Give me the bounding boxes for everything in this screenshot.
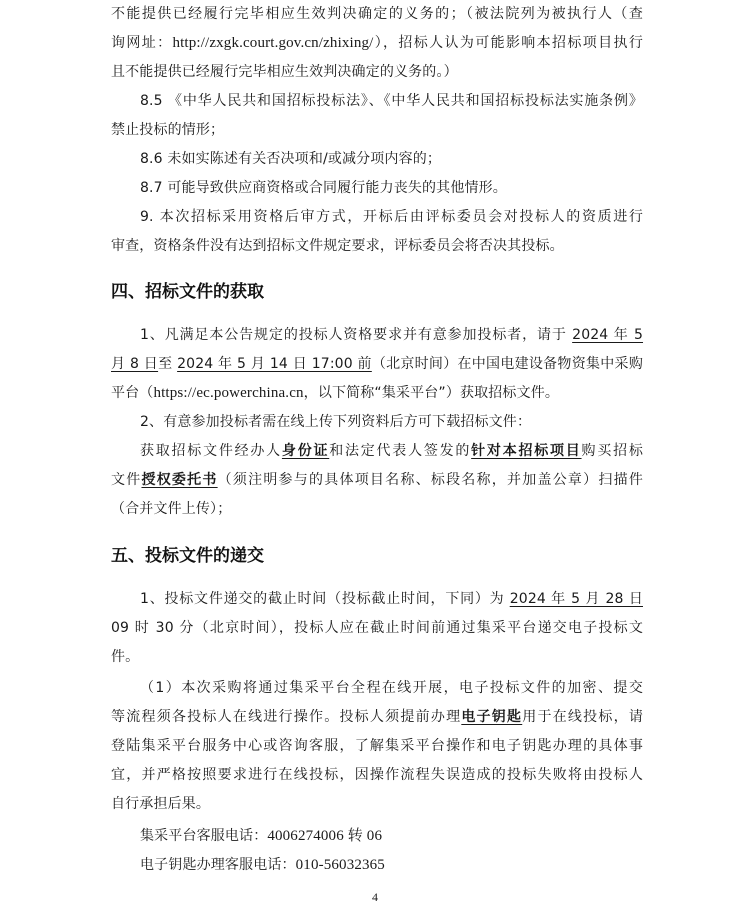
text: 禁止投标的情形； xyxy=(111,122,225,138)
text: （北京时间）在中国电建设备物资集中采购 xyxy=(371,356,643,372)
item-8-6 xyxy=(140,149,643,169)
text: 等流程须各投标人在线进行操作。投标人须提前办理 xyxy=(111,709,462,725)
text: （1）本次采购将通过集采平台全程在线开展，电子投标文件的加密、提交 xyxy=(140,680,643,696)
text: 至 xyxy=(158,356,178,372)
paragraph-line xyxy=(111,470,643,490)
text: 和法定代表人签发的 xyxy=(329,443,472,459)
paragraph-line xyxy=(140,678,643,698)
paragraph-line xyxy=(111,794,643,814)
paragraph-line xyxy=(111,499,643,519)
item-8-7 xyxy=(140,178,643,198)
paragraph-line xyxy=(111,33,643,53)
text: 购买招标 xyxy=(581,443,644,459)
text: 且不能提供已经履行完毕相应生效判决确定的义务的。） xyxy=(111,64,458,80)
item-8-5 xyxy=(140,91,643,111)
text: 审查，资格条件没有达到招标文件规定要求，评标委员会将否决其投标。 xyxy=(111,238,564,254)
text: 件。 xyxy=(111,649,140,665)
text: （须注明参与的具体项目名称、标段名称，并加盖公章）扫描件 xyxy=(217,472,643,488)
emphasis-e-key: 电子钥匙 xyxy=(461,709,523,725)
start-date: 2024 年 5 xyxy=(572,327,644,343)
text: 8.7 可能导致供应商资格或合同履行能力丧失的其他情形。 xyxy=(140,180,507,196)
start-date: 月 8 日 xyxy=(111,356,159,372)
text: 09 时 30 分（北京时间），投标人应在截止时间前通过集采平台递交电子投标文 xyxy=(111,620,643,636)
text: 平台（ xyxy=(111,385,154,401)
paragraph-line xyxy=(140,325,643,345)
paragraph-line xyxy=(111,354,643,374)
paragraph-line xyxy=(111,236,643,256)
paragraph-line xyxy=(111,707,643,727)
paragraph-line xyxy=(111,765,643,785)
paragraph-line xyxy=(140,589,643,609)
emphasis-id-card: 身份证 xyxy=(281,443,330,459)
text: 1、投标文件递交的截止时间（投标截止时间，下同）为 xyxy=(140,591,510,607)
text: 获取招标文件经办人 xyxy=(140,443,282,459)
paragraph-line xyxy=(111,736,643,756)
platform-url-link[interactable]: https://ec.powerchina.cn xyxy=(153,385,304,401)
text: 宜，并严格按照要求进行在线投标，因操作流程失误造成的投标失败将由投标人 xyxy=(111,767,643,783)
paragraph-line xyxy=(140,441,643,461)
page-number: 4 xyxy=(372,890,378,904)
court-url-link[interactable]: http://zxgk.court.gov.cn/zhixing/ xyxy=(172,35,374,51)
hotline-e-key xyxy=(140,855,643,875)
paragraph-line xyxy=(111,383,643,403)
emphasis-authorization: 授权委托书 xyxy=(141,472,218,488)
paragraph-line xyxy=(111,62,643,82)
text: 自行承担后果。 xyxy=(111,796,211,812)
label: 集采平台客服电话： xyxy=(140,828,268,844)
paragraph-line xyxy=(111,647,643,667)
phone-number: 4006274006 转 06 xyxy=(267,828,383,844)
emphasis-project: 针对本招标项目 xyxy=(471,443,582,459)
deadline-date: 2024 年 5 月 28 日 xyxy=(509,591,643,607)
text: 文件 xyxy=(111,472,142,488)
label: 电子钥匙办理客服电话： xyxy=(140,857,296,873)
section-heading-5: 五、投标文件的递交 xyxy=(111,546,264,566)
hotline-platform xyxy=(140,826,643,846)
text: 登陆集采平台服务中心或咨询客服，了解集采平台操作和电子钥匙办理的具体事 xyxy=(111,738,643,754)
section-heading-4: 四、招标文件的获取 xyxy=(111,282,264,302)
paragraph-line xyxy=(111,618,643,638)
text: 用于在线投标，请 xyxy=(522,709,643,725)
text: 8.5 《中华人民共和国招标投标法》、《中华人民共和国招标投标法实施条例》 xyxy=(140,93,643,109)
text: ，以下简称“集采平台”）获取招标文件。 xyxy=(303,385,560,401)
text: （合并文件上传）； xyxy=(111,501,232,517)
text: ），招标人认为可能影响本招标项目执行 xyxy=(373,35,643,51)
end-date: 2024 年 5 月 14 日 17:00 前 xyxy=(177,356,372,372)
item-9 xyxy=(140,207,643,227)
paragraph-line xyxy=(111,120,643,140)
phone-number: 010-56032365 xyxy=(295,857,385,873)
text: 8.6 未如实陈述有关否决项和/或减分项内容的； xyxy=(140,151,442,167)
text: 2、有意参加投标者需在线上传下列资料后方可下载招标文件： xyxy=(140,414,532,430)
paragraph-line xyxy=(140,412,643,432)
text: 询网址： xyxy=(111,35,173,51)
text: 不能提供已经履行完毕相应生效判决确定的义务的；（被法院列为被执行人（查 xyxy=(111,6,643,22)
paragraph-line xyxy=(111,4,643,24)
text: 9. 本次招标采用资格后审方式，开标后由评标委员会对投标人的资质进行 xyxy=(140,209,643,225)
text: 1、凡满足本公告规定的投标人资格要求并有意参加投标者，请于 xyxy=(140,327,573,343)
